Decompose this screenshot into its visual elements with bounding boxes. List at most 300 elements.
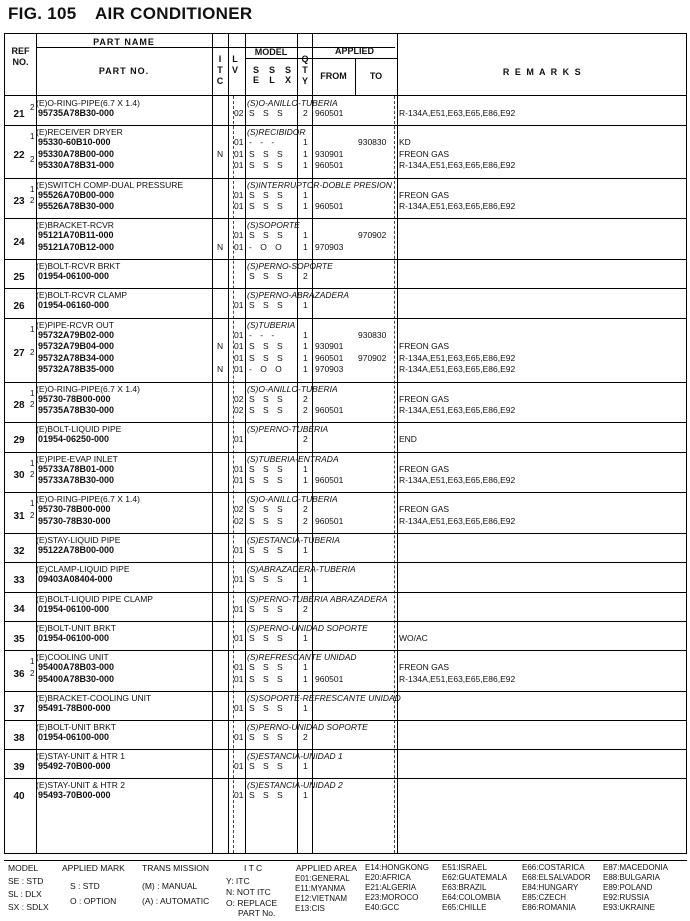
model-marks: - - -	[249, 329, 278, 340]
part-name-en: (E)BOLT-UNIT BRKT	[36, 722, 116, 732]
level: 01	[234, 189, 244, 200]
quantity: 2	[303, 603, 308, 614]
model-marks: S S S	[249, 790, 286, 801]
table-row	[5, 178, 686, 220]
header-qty: Q T Y	[301, 54, 309, 86]
level: 01	[234, 352, 244, 363]
remark: R-134A,E51,E63,E65,E86,E92	[399, 515, 516, 526]
variant-marker: 1	[30, 324, 35, 334]
quantity: 1	[303, 189, 308, 200]
quantity: 2	[303, 504, 308, 515]
variant-marker: 1	[30, 458, 35, 468]
legend-trans-title: TRANS MISSION	[142, 863, 210, 873]
model-marks: S S S	[249, 160, 286, 171]
part-name-en: (E)BOLT-LIQUID PIPE CLAMP	[36, 593, 153, 604]
quantity: 1	[303, 300, 308, 311]
itc-code: N	[217, 364, 224, 375]
model-marks: S S S	[249, 603, 286, 614]
table-row	[5, 621, 686, 651]
part-name-en: (E)CLAMP-LIQUID PIPE	[36, 564, 130, 575]
model-marks: - O O	[249, 241, 285, 252]
level: 01	[234, 137, 244, 148]
applied-to: 970902	[358, 352, 387, 363]
quantity: 2	[303, 434, 308, 445]
ref-number: 22	[13, 149, 25, 161]
level: 02	[234, 504, 244, 515]
ref-number: 35	[13, 633, 25, 645]
legend-area-item: E86:ROMANIA	[522, 903, 576, 912]
legend-area-item: E01:GENERAL	[295, 874, 350, 883]
header-from: FROM	[320, 71, 347, 81]
part-number: 95121A70B11-000	[38, 230, 114, 241]
ref-number: 25	[13, 271, 25, 283]
variant-marker: 1	[30, 388, 35, 398]
level: 01	[234, 241, 244, 252]
part-name-en: (E)O-RING-PIPE(6.7 X 1.4)	[36, 98, 140, 108]
legend-s-std: S : STD	[70, 881, 100, 891]
variant-marker: 2	[30, 668, 35, 678]
part-name-es: (S)O-ANILLO-TUBERIA	[247, 383, 338, 394]
part-name-en: (E)STAY-UNIT & HTR 1	[36, 751, 125, 762]
header-model-sl: S L	[268, 65, 275, 85]
level: 01	[234, 673, 244, 684]
level: 01	[234, 463, 244, 474]
parts-table	[4, 33, 687, 854]
legend-area-item: E21:ALGERIA	[365, 883, 417, 892]
remark: FREON GAS	[399, 504, 450, 515]
variant-marker: 2	[30, 155, 35, 165]
applied-from: 960501	[315, 475, 344, 486]
legend-area-item: E64:COLOMBIA	[442, 893, 501, 902]
legend-area-item: E14:HONGKONG	[365, 863, 430, 872]
part-name-en: (E)COOLING UNIT	[36, 652, 109, 662]
ref-number: 40	[13, 791, 25, 803]
level: 02	[234, 108, 244, 118]
level: 01	[234, 341, 244, 352]
legend-se: SE : STD	[8, 876, 44, 886]
ref-number: 37	[13, 703, 25, 715]
remark: R-134A,E51,E63,E65,E86,E92	[399, 673, 516, 684]
ref-number: 33	[13, 575, 25, 587]
model-marks: - O O	[249, 364, 285, 375]
model-marks: S S S	[249, 475, 286, 486]
quantity: 1	[303, 662, 308, 672]
part-number: 09403A08404-000	[38, 574, 113, 585]
part-name-es: (S)O-ANILLO-TUBERIA	[247, 98, 338, 108]
applied-from: 930901	[315, 341, 344, 352]
part-name-en: (E)SWITCH COMP-DUAL PRESSURE	[36, 179, 184, 190]
part-name-en: (E)O-RING-PIPE(6.7 X 1.4)	[36, 383, 140, 394]
applied-from: 960501	[315, 673, 344, 684]
part-name-es: (S)PERNO-UNIDAD SOPORTE	[247, 622, 368, 633]
page-title	[8, 4, 252, 24]
quantity: 1	[303, 352, 308, 363]
level: 02	[234, 405, 244, 416]
part-name-es: (S)ABRAZADERA-TUBERIA	[247, 564, 356, 575]
legend-area-item: E23:MOROCO	[365, 893, 419, 902]
model-marks: S S S	[249, 189, 286, 200]
header-itc: I T C	[216, 54, 224, 86]
table-row	[5, 422, 686, 452]
level: 01	[234, 790, 244, 801]
quantity: 1	[303, 545, 308, 556]
remark: FREON GAS	[399, 393, 450, 404]
part-name-es: (S)PERNO-TUBERIA	[247, 424, 329, 435]
table-row	[5, 650, 686, 692]
part-number: 01954-06100-000	[38, 603, 110, 614]
header-model-se: S E	[252, 65, 259, 85]
legend-y-itc: Y: ITC	[226, 876, 250, 886]
part-number: 95492-70B00-000	[38, 761, 111, 772]
legend-manual: (M) : MANUAL	[142, 881, 198, 891]
legend	[4, 860, 687, 918]
legend-area-item: E87:MACEDONIA	[603, 863, 668, 872]
model-marks: S S S	[249, 504, 286, 515]
table-row	[5, 218, 686, 260]
level: 01	[234, 632, 244, 643]
part-number: 95730-78B00-000	[38, 393, 111, 404]
part-number: 01954-06100-000	[38, 632, 110, 643]
level: 01	[234, 603, 244, 614]
part-number: 95730-78B30-000	[38, 515, 111, 526]
part-name-es: (S)TUBERIA	[247, 319, 296, 330]
level: 01	[234, 574, 244, 585]
model-marks: S S S	[249, 673, 286, 684]
part-number: 95732A78B34-000	[38, 352, 115, 363]
variant-marker: 1	[30, 657, 35, 666]
legend-area-item: E92:RUSSIA	[603, 893, 650, 902]
quantity: 1	[303, 364, 308, 375]
remark: R-134A,E51,E63,E65,E86,E92	[399, 475, 516, 486]
applied-from: 960501	[315, 405, 344, 416]
model-marks: S S S	[249, 702, 286, 713]
part-number: 95730-78B00-000	[38, 504, 111, 515]
part-name-es: (S)SOPORTE-REFRESCANTE UNIDAD	[247, 692, 401, 703]
level: 01	[234, 329, 244, 340]
quantity: 1	[303, 241, 308, 252]
table-row	[5, 259, 686, 289]
model-marks: S S S	[249, 352, 286, 363]
quantity: 1	[303, 702, 308, 713]
quantity: 1	[303, 148, 308, 159]
model-marks: S S S	[249, 545, 286, 556]
part-number: 95735A78B30-000	[38, 108, 115, 118]
model-marks: - - -	[249, 137, 278, 148]
variant-marker: 2	[30, 196, 35, 206]
legend-n-not-itc: N: NOT ITC	[226, 887, 271, 897]
applied-from: 970903	[315, 364, 344, 375]
part-name-en: (E)O-RING-PIPE(6.7 X 1.4)	[36, 494, 140, 505]
divider	[4, 860, 687, 861]
legend-area-item: E93:UKRAINE	[603, 903, 656, 912]
part-number: 95400A78B30-000	[38, 673, 115, 684]
model-marks: S S S	[249, 300, 286, 311]
legend-area-item: E65:CHILLE	[442, 903, 487, 912]
model-marks: S S S	[249, 574, 286, 585]
model-marks: S S S	[249, 732, 286, 742]
remark: KD	[399, 137, 411, 148]
legend-o-option: O : OPTION	[70, 896, 117, 906]
level: 02	[234, 393, 244, 404]
level: 01	[234, 761, 244, 772]
legend-area-item: E88:BULGARIA	[603, 873, 660, 882]
ref-number: 23	[13, 196, 25, 208]
quantity: 2	[303, 108, 308, 118]
part-number: 95732A79B04-000	[38, 341, 115, 352]
table-row	[5, 778, 686, 807]
variant-marker: 1	[30, 184, 35, 194]
quantity: 1	[303, 475, 308, 486]
level: 01	[234, 300, 244, 311]
remark: R-134A,E51,E63,E65,E86,E92	[399, 160, 516, 171]
header-applied: APPLIED	[334, 46, 374, 56]
part-name-en: (E)BOLT-LIQUID PIPE	[36, 424, 122, 435]
level: 01	[234, 475, 244, 486]
legend-area-item: E62:GUATEMALA	[442, 873, 508, 882]
table-row	[5, 592, 686, 622]
legend-area-item: E89:POLAND	[603, 883, 653, 892]
part-name-es: (S)RECIBIDOR	[247, 127, 306, 138]
model-marks: S S S	[249, 230, 286, 241]
level: 01	[234, 364, 244, 375]
figure-name: AIR CONDITIONER	[94, 4, 253, 23]
part-name-en: (E)STAY-LIQUID PIPE	[36, 535, 121, 546]
part-number: 01954-06160-000	[38, 300, 110, 311]
remark: R-134A,E51,E63,E65,E86,E92	[399, 108, 516, 118]
divider	[312, 58, 397, 59]
quantity: 2	[303, 515, 308, 526]
table-row	[5, 720, 686, 750]
ref-number: 38	[13, 732, 25, 744]
level: 01	[234, 732, 244, 742]
model-marks: S S S	[249, 341, 286, 352]
level: 01	[234, 434, 244, 445]
part-name-en: (E)BOLT-RCVR CLAMP	[36, 290, 127, 301]
model-marks: S S S	[249, 463, 286, 474]
part-number: 95330A78B31-000	[38, 160, 115, 171]
level: 01	[234, 545, 244, 556]
quantity: 1	[303, 632, 308, 643]
quantity: 1	[303, 574, 308, 585]
ref-number: 32	[13, 545, 25, 557]
applied-to: 930830	[358, 329, 387, 340]
ref-number: 34	[13, 604, 25, 616]
remark: FREON GAS	[399, 341, 450, 352]
legend-o-replace: O: REPLACE	[226, 898, 278, 908]
table-row	[5, 492, 686, 534]
part-number: 95491-78B00-000	[38, 702, 111, 713]
applied-from: 930901	[315, 148, 344, 159]
ref-number: 26	[13, 301, 25, 313]
level: 01	[234, 201, 244, 212]
remark: WO/AC	[399, 632, 428, 643]
quantity: 2	[303, 393, 308, 404]
part-name-es: (S)PERNO-TUBERIA ABRAZADERA	[247, 593, 388, 604]
legend-area-item: E13:CIS	[295, 904, 325, 913]
legend-itc-title: I T C	[244, 863, 263, 873]
quantity: 1	[303, 160, 308, 171]
part-name-es: (S)ESTANCIA-UNIDAD 1	[247, 751, 343, 762]
part-name-es: (S)PERNO-UNIDAD SOPORTE	[247, 722, 368, 732]
part-name-en: (E)BRACKET-RCVR	[36, 220, 114, 231]
remark: FREON GAS	[399, 189, 450, 200]
quantity: 2	[303, 271, 308, 282]
header-ref-no: REF NO.	[11, 46, 30, 67]
part-number: 95330A78B00-000	[38, 148, 115, 159]
applied-from: 960501	[315, 160, 344, 171]
part-number: 95526A78B30-000	[38, 201, 115, 212]
part-name-en: (E)BOLT-UNIT BRKT	[36, 622, 116, 633]
ref-number: 27	[13, 347, 25, 359]
itc-code: N	[217, 148, 224, 159]
part-number: 95330-60B10-000	[38, 137, 111, 148]
part-number: 95121A70B12-000	[38, 241, 115, 252]
table-row	[5, 562, 686, 592]
remark: FREON GAS	[399, 662, 450, 672]
legend-area-item: E66:COSTARICA	[522, 863, 585, 872]
header-part-name: PART NAME	[93, 37, 155, 47]
legend-area-item: E68:ELSALVADOR	[522, 873, 591, 882]
remark: R-134A,E51,E63,E65,E86,E92	[399, 405, 516, 416]
table-row	[5, 288, 686, 318]
level: 01	[234, 662, 244, 672]
part-name-es: (S)O-ANILLO-TUBERIA	[247, 494, 338, 505]
level: 01	[234, 702, 244, 713]
legend-area-item: E85:CZECH	[522, 893, 567, 902]
legend-applied-area-title: APPLIED AREA	[296, 863, 357, 873]
model-marks: S S S	[249, 662, 286, 672]
remark: FREON GAS	[399, 463, 450, 474]
part-name-en: (E)BRACKET-COOLING UNIT	[36, 692, 152, 703]
remark: END	[399, 434, 417, 445]
variant-marker: 2	[30, 400, 35, 410]
model-marks: S S S	[249, 761, 286, 772]
part-number: 01954-06100-000	[38, 732, 110, 742]
quantity: 1	[303, 463, 308, 474]
part-number: 95732A79B02-000	[38, 329, 115, 340]
ref-number: 21	[13, 108, 25, 120]
part-name-es: (S)PERNO-ABRAZADERA	[247, 290, 350, 301]
itc-code: N	[217, 341, 224, 352]
variant-marker: 1	[30, 132, 35, 142]
legend-area-item: E12:VIETNAM	[295, 894, 348, 903]
quantity: 1	[303, 230, 308, 241]
remark: R-134A,E51,E63,E65,E86,E92	[399, 201, 516, 212]
quantity: 2	[303, 405, 308, 416]
legend-area-item: E84:HUNGARY	[522, 883, 579, 892]
part-name-en: (E)STAY-UNIT & HTR 2	[36, 780, 125, 791]
part-name-es: (S)SOPORTE	[247, 220, 300, 231]
part-number: 01954-06100-000	[38, 271, 110, 282]
remark: R-134A,E51,E63,E65,E86,E92	[399, 352, 516, 363]
quantity: 1	[303, 137, 308, 148]
quantity: 1	[303, 790, 308, 801]
part-name-es: (S)TUBERIA-ENTRADA	[247, 453, 339, 464]
part-number: 95526A70B00-000	[38, 189, 115, 200]
legend-area-item: E63:BRAZIL	[442, 883, 487, 892]
applied-from: 970903	[315, 241, 344, 252]
model-marks: S S S	[249, 393, 286, 404]
figure-number: FIG. 105	[8, 4, 77, 23]
model-marks: S S S	[249, 515, 286, 526]
part-name-en: (E)RECEIVER DRYER	[36, 127, 123, 138]
part-number: 01954-06250-000	[38, 434, 110, 445]
part-name-en: (E)PIPE-EVAP INLET	[36, 453, 118, 464]
header-remarks: R E M A R K S	[502, 67, 583, 77]
quantity: 1	[303, 329, 308, 340]
legend-model-title: MODEL	[8, 863, 39, 873]
model-marks: S S S	[249, 632, 286, 643]
part-name-en: (E)PIPE-RCVR OUT	[36, 319, 114, 330]
table-row	[5, 452, 686, 494]
variant-marker: 2	[30, 510, 35, 520]
quantity: 1	[303, 673, 308, 684]
ref-number: 24	[13, 236, 25, 248]
remark: R-134A,E51,E63,E65,E86,E92	[399, 364, 516, 375]
model-marks: S S S	[249, 405, 286, 416]
part-number: 95400A78B03-000	[38, 662, 115, 672]
table-row	[5, 382, 686, 424]
table-body	[5, 96, 686, 853]
part-number: 95735A78B30-000	[38, 405, 115, 416]
part-number: 95122A78B00-000	[38, 545, 115, 556]
ref-number: 29	[13, 435, 25, 447]
legend-applied-mark-title: APPLIED MARK	[62, 863, 125, 873]
ref-number: 36	[13, 668, 25, 680]
level: 01	[234, 148, 244, 159]
applied-from: 960501	[315, 352, 344, 363]
table-row	[5, 96, 686, 126]
variant-marker: 2	[30, 103, 35, 112]
variant-marker: 2	[30, 347, 35, 357]
itc-code: N	[217, 241, 224, 252]
quantity: 1	[303, 201, 308, 212]
variant-marker: 2	[30, 470, 35, 480]
model-marks: S S S	[249, 201, 286, 212]
part-name-es: (S)REFRESCANTE UNIDAD	[247, 652, 357, 662]
part-name-es: (S)INTERRUPTOR-DOBLE PRESION	[247, 179, 392, 190]
model-marks: S S S	[249, 271, 286, 282]
part-number: 95493-70B00-000	[38, 790, 111, 801]
table-row	[5, 125, 686, 178]
applied-from: 960501	[315, 515, 344, 526]
header-part-no: PART NO.	[98, 66, 150, 76]
legend-part-no: PART No.	[238, 908, 276, 918]
table-row	[5, 749, 686, 779]
part-name-en: (E)BOLT-RCVR BRKT	[36, 261, 121, 272]
quantity: 1	[303, 341, 308, 352]
header-model-sx: S X	[284, 65, 291, 85]
header-model: MODEL	[254, 47, 288, 57]
model-marks: S S S	[249, 148, 286, 159]
ref-number: 31	[13, 510, 25, 522]
ref-number: 28	[13, 400, 25, 412]
applied-from: 960501	[315, 108, 344, 118]
table-row	[5, 691, 686, 721]
legend-area-item: E20:AFRICA	[365, 873, 411, 882]
level: 02	[234, 515, 244, 526]
level: 01	[234, 160, 244, 171]
table-row	[5, 533, 686, 563]
table-row	[5, 318, 686, 383]
header-to: TO	[369, 71, 383, 81]
applied-from: 960501	[315, 201, 344, 212]
part-name-es: (S)ESTANCIA-TUBERIA	[247, 535, 340, 546]
quantity: 2	[303, 732, 308, 742]
applied-to: 930830	[358, 137, 387, 148]
legend-area-item: E51:ISRAEL	[442, 863, 487, 872]
legend-area-item: E40:GCC	[365, 903, 400, 912]
